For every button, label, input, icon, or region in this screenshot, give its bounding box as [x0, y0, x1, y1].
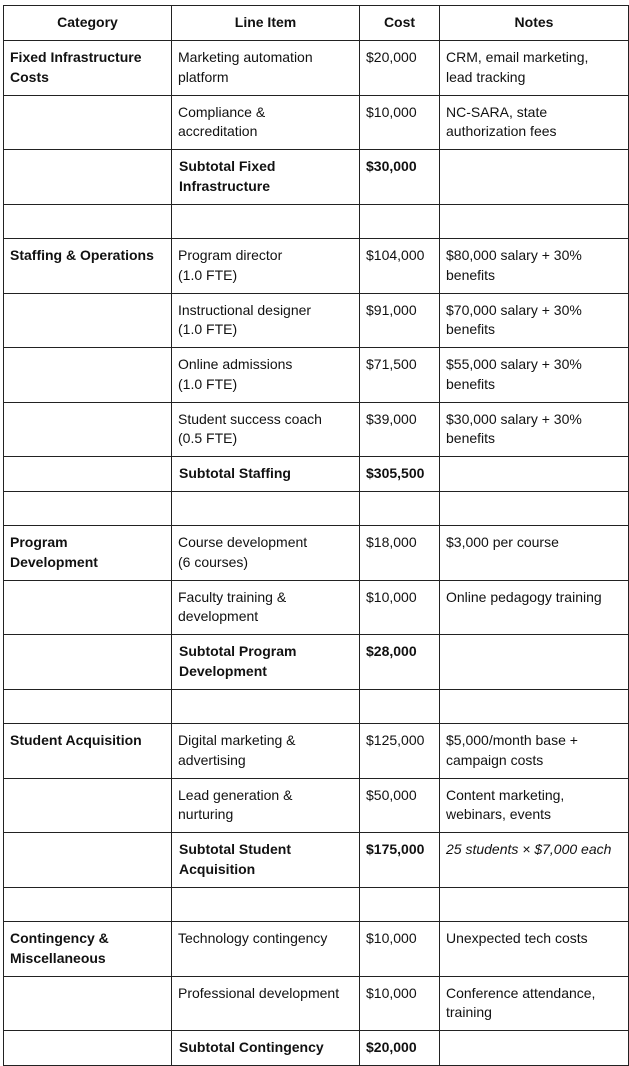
category-cell: Program Development: [4, 526, 172, 581]
notes-cell: $30,000 salary + 30% benefits: [440, 402, 629, 457]
header-row: [4, 6, 629, 41]
line-item-cell: Faculty training & development: [172, 580, 360, 635]
line-item-cell: [172, 204, 360, 239]
table-row: [4, 976, 629, 1031]
line-item-cell: Online admissions (1.0 FTE): [172, 348, 360, 403]
cost-cell: $28,000: [360, 635, 440, 690]
line-item-cell: Marketing automation platform: [172, 41, 360, 96]
cost-cell: $30,000: [360, 150, 440, 205]
line-item-cell: Course development (6 courses): [172, 526, 360, 581]
notes-cell: [440, 491, 629, 526]
line-item-cell: [172, 689, 360, 724]
category-cell: [4, 491, 172, 526]
notes-cell: [440, 1031, 629, 1066]
cost-cell: $10,000: [360, 95, 440, 150]
line-item-cell: Student success coach (0.5 FTE): [172, 402, 360, 457]
line-item-cell: Technology contingency: [172, 922, 360, 977]
cost-cell: $20,000: [360, 41, 440, 96]
category-cell: [4, 580, 172, 635]
header-cost: Cost: [360, 6, 440, 41]
notes-cell: $3,000 per course: [440, 526, 629, 581]
spacer-row: [4, 204, 629, 239]
notes-cell: NC-SARA, state authorization fees: [440, 95, 629, 150]
notes-cell: [440, 457, 629, 492]
cost-cell: $71,500: [360, 348, 440, 403]
table-row: [4, 922, 629, 977]
cost-cell: $10,000: [360, 922, 440, 977]
category-cell: [4, 689, 172, 724]
table-row: [4, 778, 629, 833]
cost-cell: $305,500: [360, 457, 440, 492]
cost-cell: $50,000: [360, 778, 440, 833]
category-cell: Student Acquisition: [4, 724, 172, 779]
category-cell: [4, 293, 172, 348]
category-cell: [4, 833, 172, 888]
category-cell: [4, 150, 172, 205]
line-item-cell: Professional development: [172, 976, 360, 1031]
line-item-cell: Compliance & accreditation: [172, 95, 360, 150]
cost-cell: [360, 204, 440, 239]
line-item-cell: Subtotal Program Development: [172, 635, 360, 690]
subtotal-row: [4, 833, 629, 888]
category-cell: [4, 204, 172, 239]
cost-cell: $10,000: [360, 976, 440, 1031]
notes-cell: $70,000 salary + 30% benefits: [440, 293, 629, 348]
line-item-cell: [172, 887, 360, 922]
line-item-cell: Subtotal Contingency: [172, 1031, 360, 1066]
notes-cell: Online pedagogy training: [440, 580, 629, 635]
category-cell: [4, 635, 172, 690]
category-cell: [4, 457, 172, 492]
spacer-row: [4, 887, 629, 922]
table-row: [4, 239, 629, 294]
notes-cell: $55,000 salary + 30% benefits: [440, 348, 629, 403]
line-item-cell: Lead generation & nurturing: [172, 778, 360, 833]
category-cell: Fixed Infrastructure Costs: [4, 41, 172, 96]
table-row: [4, 526, 629, 581]
table-body: [4, 41, 629, 1066]
budget-table: [3, 5, 629, 1066]
table-row: [4, 402, 629, 457]
header-line-item: Line Item: [172, 6, 360, 41]
line-item-cell: Subtotal Staffing: [172, 457, 360, 492]
table-row: [4, 348, 629, 403]
line-item-cell: Subtotal Student Acquisition: [172, 833, 360, 888]
cost-cell: $18,000: [360, 526, 440, 581]
cost-cell: [360, 491, 440, 526]
cost-cell: [360, 689, 440, 724]
cost-cell: $39,000: [360, 402, 440, 457]
category-cell: [4, 1031, 172, 1066]
subtotal-row: [4, 1031, 629, 1066]
category-cell: [4, 976, 172, 1031]
category-cell: [4, 95, 172, 150]
table-row: [4, 724, 629, 779]
cost-cell: $104,000: [360, 239, 440, 294]
subtotal-row: [4, 457, 629, 492]
notes-cell: $80,000 salary + 30% benefits: [440, 239, 629, 294]
spacer-row: [4, 689, 629, 724]
subtotal-row: [4, 635, 629, 690]
notes-cell: Content marketing, webinars, events: [440, 778, 629, 833]
notes-cell: Unexpected tech costs: [440, 922, 629, 977]
line-item-cell: Subtotal Fixed Infrastructure: [172, 150, 360, 205]
notes-cell: [440, 887, 629, 922]
notes-cell: [440, 204, 629, 239]
notes-cell: 25 students × $7,000 each: [440, 833, 629, 888]
header-category: Category: [4, 6, 172, 41]
category-cell: [4, 348, 172, 403]
line-item-cell: Program director (1.0 FTE): [172, 239, 360, 294]
category-cell: [4, 887, 172, 922]
category-cell: Contingency & Miscellaneous: [4, 922, 172, 977]
line-item-cell: [172, 491, 360, 526]
notes-cell: $5,000/month base + campaign costs: [440, 724, 629, 779]
table-row: [4, 41, 629, 96]
cost-cell: $175,000: [360, 833, 440, 888]
cost-cell: $125,000: [360, 724, 440, 779]
category-cell: Staffing & Operations: [4, 239, 172, 294]
table-row: [4, 580, 629, 635]
notes-cell: [440, 689, 629, 724]
spacer-row: [4, 491, 629, 526]
line-item-cell: Instructional designer (1.0 FTE): [172, 293, 360, 348]
notes-cell: CRM, email marketing, lead tracking: [440, 41, 629, 96]
notes-cell: Conference attendance, training: [440, 976, 629, 1031]
table-row: [4, 95, 629, 150]
cost-cell: [360, 887, 440, 922]
category-cell: [4, 778, 172, 833]
cost-cell: $10,000: [360, 580, 440, 635]
header-notes: Notes: [440, 6, 629, 41]
table-row: [4, 293, 629, 348]
cost-cell: $91,000: [360, 293, 440, 348]
category-cell: [4, 402, 172, 457]
cost-cell: $20,000: [360, 1031, 440, 1066]
line-item-cell: Digital marketing & advertising: [172, 724, 360, 779]
subtotal-row: [4, 150, 629, 205]
notes-cell: [440, 635, 629, 690]
notes-cell: [440, 150, 629, 205]
